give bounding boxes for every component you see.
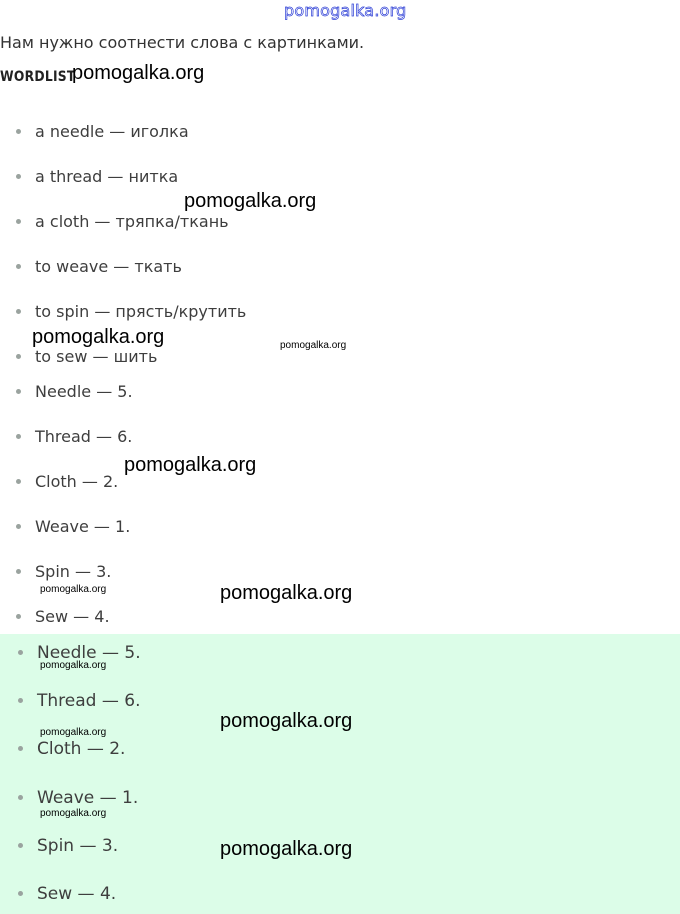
bullet-icon (16, 614, 21, 619)
list-item (16, 212, 229, 231)
watermark: pomogalka.org (220, 710, 353, 732)
bullet-icon (16, 174, 21, 179)
watermark: pomogalka.org (124, 454, 257, 476)
list-item (16, 607, 110, 626)
answer-item-text: Spin — 3. (37, 836, 119, 856)
bullet-icon (16, 389, 21, 394)
watermark: pomogalka.org (220, 582, 353, 604)
watermark: pomogalka.org (32, 326, 165, 348)
list-item (16, 167, 178, 186)
bullet-icon (18, 698, 23, 703)
list-item-text: Thread — 6. (35, 427, 133, 446)
bullet-icon (18, 746, 23, 751)
list-item (16, 427, 132, 446)
bullet-icon (16, 434, 21, 439)
bullet-icon (16, 569, 21, 574)
list-item-text: Weave — 1. (35, 517, 131, 536)
list-item (16, 382, 133, 401)
bullet-icon (16, 219, 21, 224)
bullet-icon (16, 129, 21, 134)
answer-item-text: Cloth — 2. (37, 739, 126, 759)
answer-item (18, 691, 140, 711)
watermark: pomogalka.org (184, 190, 317, 212)
answer-item (18, 788, 138, 808)
list-item (16, 517, 130, 536)
watermark: pomogalka.org (220, 838, 353, 860)
bullet-icon (18, 795, 23, 800)
list-item-text: a thread — нитка (35, 167, 179, 186)
intro-text: Нам нужно соотнести слова с картинками. (0, 33, 365, 52)
answer-item (18, 739, 125, 759)
bullet-icon (16, 479, 21, 484)
bullet-icon (16, 309, 21, 314)
answer-item-text: Weave — 1. (37, 788, 139, 808)
list-item-text: Cloth — 2. (35, 472, 119, 491)
bullet-icon (16, 524, 21, 529)
list-item-text: a cloth — тряпка/ткань (35, 212, 229, 231)
watermark: pomogalka.org (40, 808, 107, 819)
list-item (16, 562, 111, 581)
list-item-text: a needle — иголка (35, 122, 189, 141)
wordlist-heading: WORDLIST (0, 69, 76, 85)
answer-box (0, 634, 680, 914)
watermark: pomogalka.org (280, 340, 347, 351)
watermark: pomogalka.org (40, 584, 107, 595)
list-item-text: Spin — 3. (35, 562, 112, 581)
bullet-icon (16, 354, 21, 359)
bullet-icon (18, 650, 23, 655)
answer-item (18, 884, 116, 904)
list-item-text: to sew — шить (35, 347, 158, 366)
answer-item-text: Needle — 5. (37, 643, 141, 663)
list-item-text: to weave — ткать (35, 257, 182, 276)
bullet-icon (18, 891, 23, 896)
answer-item-text: Sew — 4. (37, 884, 117, 904)
list-item-text: Sew — 4. (35, 607, 110, 626)
list-item-text: to spin — прясть/крутить (35, 302, 247, 321)
answer-item-text: Thread — 6. (37, 691, 141, 711)
bullet-icon (18, 843, 23, 848)
answer-item (18, 836, 118, 856)
bullet-icon (16, 264, 21, 269)
list-item-text: Needle — 5. (35, 382, 133, 401)
list-item (16, 347, 157, 366)
list-item (16, 302, 246, 321)
watermark: pomogalka.org (72, 62, 205, 84)
list-item (16, 257, 182, 276)
watermark: pomogalka.org (40, 727, 107, 738)
site-watermark-logo: pomogalka.org (284, 1, 407, 20)
list-item (16, 122, 189, 141)
watermark: pomogalka.org (40, 660, 107, 671)
list-item (16, 472, 118, 491)
